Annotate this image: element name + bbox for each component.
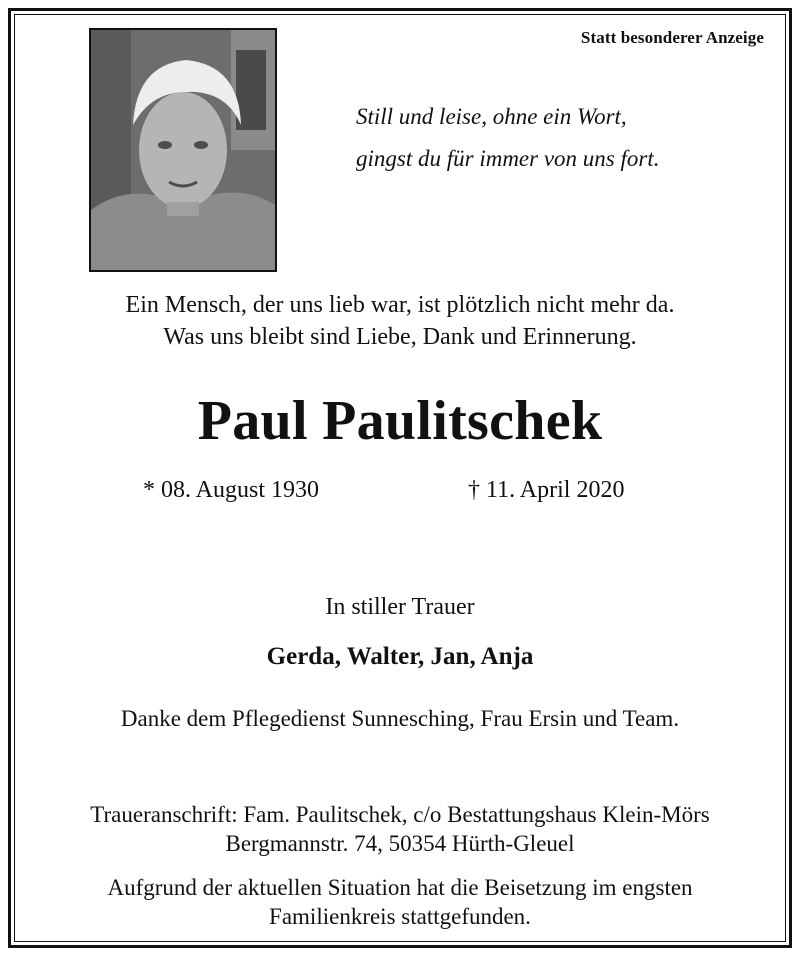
portrait-photo-icon [89,28,277,272]
birth-date: * 08. August 1930 [143,477,320,503]
intro-text [0,289,800,353]
address-line: Bergmannstr. 74, 50354 Hürth-Gleuel [225,831,575,856]
note-line: Aufgrund der aktuellen Situation hat die Beisetzung im engsten [107,875,693,900]
mourners: Gerda, Walter, Jan, Anja [266,643,534,670]
poem-line: Still und leise, ohne ein Wort, [356,104,627,129]
deceased-name: Paul Paulitschek [197,390,603,452]
note-line: Familienkreis stattgefunden. [269,904,531,929]
poem-line: gingst du für immer von uns fort. [356,146,660,171]
intro-line: Was uns bleibt sind Liebe, Dank und Erinnerung. [163,324,637,350]
portrait-illustration [91,30,275,270]
intro-line: Ein Mensch, der uns lieb war, ist plötzlich nicht mehr da. [125,292,675,318]
mourning-line: In stiller Trauer [325,594,475,620]
address-line: Traueranschrift: Fam. Paulitschek, c/o Bestattungshaus Klein-Mörs [90,802,710,827]
poem [356,96,659,180]
notice-header: Statt besonderer Anzeige [580,28,764,47]
thanks-line: Danke dem Pflegedienst Sunnesching, Frau Ersin und Team. [120,706,680,731]
mourning-address [0,800,800,858]
death-date: † 11. April 2020 [468,477,625,503]
burial-note [0,873,800,931]
